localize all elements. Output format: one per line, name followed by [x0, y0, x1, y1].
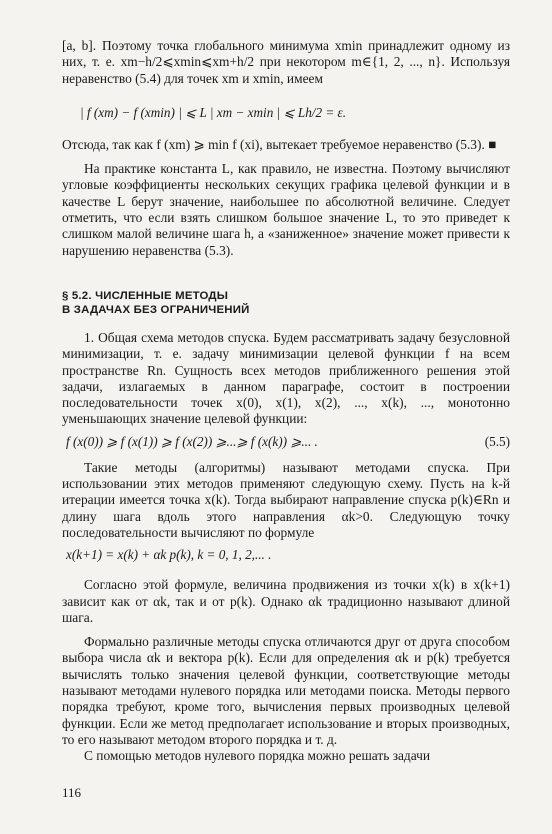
section-heading-line-2: В ЗАДАЧАХ БЕЗ ОГРАНИЧЕНИЙ [62, 304, 250, 317]
paragraph-3: На практике константа L, как правило, не известна. Поэтому вычисляют угловые коэффициенты нескольких секущих графика целевой функции и в качестве L берут значение, наибольшее по абсолютной величине. Следует отметить, что если взять слишком большое значение L, то это приведет к слишком малой величине шага h, а «заниженное» значение может привести к нарушению неравенства (5.3). [62, 161, 510, 258]
paragraph-8: С помощью методов нулевого порядка можно решать задачи [84, 748, 431, 764]
formula-5-5-body: f (x(0)) ⩾ f (x(1)) ⩾ f (x(2)) ⩾...⩾ f (x(k)) ⩾... . [66, 433, 318, 449]
formula-5-5-number: (5.5) [484, 433, 510, 449]
paragraph-6: Согласно этой формуле, величина продвижения из точки x(k) в x(k+1) зависит как от αk, так и от p(k). Однако αk традиционно называют длиной шага. [62, 577, 510, 625]
paragraph-7: Формально различные методы спуска отличаются друг от друга способом выбора числа αk и вектора p(k). Если для определения αk и p(k) требуется вычислять только значения целевой функции, соответствующие методы называют методами нулевого порядка или методами поиска. Методы первого порядка требуют, кроме того, вычисления первых производных целевой функции. Если же метод предполагает использование и вторых производных, то его называют методом второго порядка и т. д. [62, 634, 510, 747]
paragraph-2: Отсюда, так как f (xm) ⩾ min f (xi), вытекает требуемое неравенство (5.3). ■ [62, 136, 497, 152]
page-number: 116 [62, 785, 82, 800]
formula-5-5 [62, 434, 510, 450]
paragraph-4: 1. Общая схема методов спуска. Будем рассматривать задачу безусловной минимизации, т. е. задачу минимизации целевой функции f на всем пространстве Rn. Сущность всех методов приближенного решения этой задачи, излагаемых в данном параграфе, состоит в построении последовательности точек x(0), x(1), x(2), ..., x(k), ..., монотонно уменьшающих значение целевой функции: [62, 329, 510, 427]
paragraph-1: [a, b]. Поэтому точка глобального минимума xmin принадлежит одному из них, т. е. xm−h/2⩽xmin⩽xm+h/2 при некотором m∈{1, 2, ..., n}. Используя неравенство (5.4) для точек xm и xmin, имеем [62, 38, 510, 86]
formula-iteration: x(k+1) = x(k) + αk p(k), k = 0, 1, 2,... . [66, 547, 272, 563]
section-heading [62, 289, 510, 318]
paragraph-5: Такие методы (алгоритмы) называют методами спуска. При использовании этих методов применяют следующую схему. Пусть на k-й итерации имеется точка x(k). Тогда выбирают направление спуска p(k)∈Rn и длину шага вдоль этого направления αk>0. Следующую точку последовательности вычисляют по формуле [62, 459, 510, 540]
section-heading-line-1: § 5.2. ЧИСЛЕННЫЕ МЕТОДЫ [62, 289, 229, 302]
formula-epsilon: | f (xm) − f (xmin) | ⩽ L | xm − xmin | ⩽ Lh/2 = ε. [80, 104, 347, 120]
